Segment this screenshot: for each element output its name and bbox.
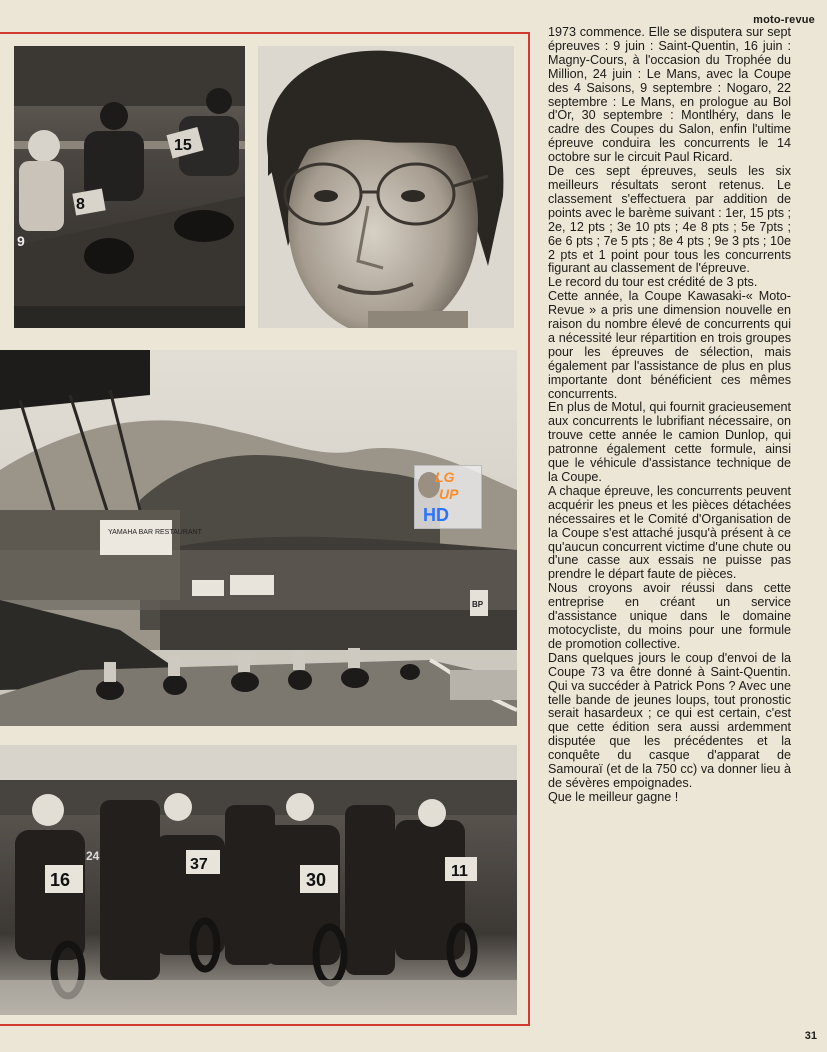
- race-number-8: 8: [76, 196, 85, 213]
- watermark-logo: [414, 465, 482, 529]
- race-number-9: 9: [17, 233, 25, 249]
- photo-racing-bikes: [14, 46, 245, 328]
- article-paragraph: De ces sept épreuves, seuls les six meilleurs résultats seront retenus. Le classement s'effectuera par addition de points avec le barème suivant : 1er, 15 pts ; 2e, 12 pts ; 3e 10 pts ; 4e 8 pts ; 5e 7pts ; 6e 6 pts ; 7e 5 pts ; 8e 4 pts ; 9e 3 pts ; 10e 2 pts et 1 point pour tous les concurrents figurant au classement de l'épreuve.: [548, 164, 791, 276]
- grid-number-16: 16: [50, 870, 71, 890]
- section-header: moto-revue: [753, 14, 815, 26]
- article-paragraph: 1973 commence. Elle se disputera sur sept épreuves : 9 juin : Saint-Quentin, 16 juin : Magny-Cours, à l'occasion du Trophée du Million, 24 juin : Le Mans, avec la Coupe des 4 Saisons, 9 septembre : Nogaro, 22 septembre : Le Mans, en prologue au Bol d'Or, 30 septembre : Montlhéry, dans le cadre des Coupes du Salon, enfin l'ultime épreuve conduira les concurrents le 14 octobre sur le circuit Paul Ricard.: [548, 25, 791, 165]
- circuit-sign: YAMAHA BAR RESTAURANT: [108, 529, 202, 536]
- watermark-text-3: HD: [423, 505, 449, 525]
- article-paragraph: En plus de Motul, qui fournit gracieusement aux concurrents le lubrifiant nécessaire, on trouve cette année le camion Dunlop, qui patronne également cette formule, ainsi que le véhicule d'assistance technique de la Coupe.: [548, 400, 791, 484]
- page-number: 31: [804, 1030, 817, 1042]
- article-paragraph: Dans quelques jours le coup d'envoi de la Coupe 73 va être donné à Saint-Quentin. Qui va succéder à Patrick Pons ? Avec une telle bande de jeunes loups, tout pronostic serait hasardeux ; ce qui est certain, c'est que cette édition sera aussi ardemment disputée que les précédentes et la conquête du casque d'apparat de Samouraï (et de la 750 cc) va donner lieu à de sévères empoignades.: [548, 650, 791, 790]
- article-paragraph: Nous croyons avoir réussi dans cette entreprise en créant un service d'assistance unique dans le domaine motocycliste, du moins pour une formule de promotion collective.: [548, 581, 791, 651]
- watermark-text-2: UP: [439, 486, 459, 502]
- bp-sign: BP: [472, 600, 484, 609]
- watermark-text-1: LG: [435, 469, 455, 485]
- grid-number-24: 24: [86, 849, 100, 863]
- article-paragraph: Le record du tour est crédité de 3 pts.: [548, 275, 758, 290]
- article-text-column: [548, 26, 791, 805]
- grid-number-37: 37: [190, 856, 208, 873]
- photo-starting-grid: [0, 745, 517, 1015]
- article-paragraph: A chaque épreuve, les concurrents peuvent acquérir les pneus et les pièces détachées nécessaires et le Comité d'Organisation de la Coupe s'est attaché jusqu'à présent à ce qu'aucun concurrent victime d'une chute ou d'une casse aux essais ne puisse pas prendre le départ faute de pièces.: [548, 483, 791, 582]
- article-paragraph: Cette année, la Coupe Kawasaki-« Moto-Revue » a pris une dimension nouvelle en raison du nombre élevé de concurrents qui a nécessité leur répartition en trois groupes pour les épreuves de sélection, mais également par l'assistance de plus en plus importante dont bénéficient ces mêmes concurrents.: [548, 289, 791, 401]
- grid-number-11: 11: [451, 863, 468, 880]
- article-paragraph: Que le meilleur gagne !: [548, 789, 679, 804]
- photo-portrait-rider: [258, 46, 514, 328]
- race-number-15: 15: [174, 137, 192, 154]
- grid-number-30: 30: [306, 870, 327, 890]
- photo-circuit-grandstand: [0, 350, 517, 726]
